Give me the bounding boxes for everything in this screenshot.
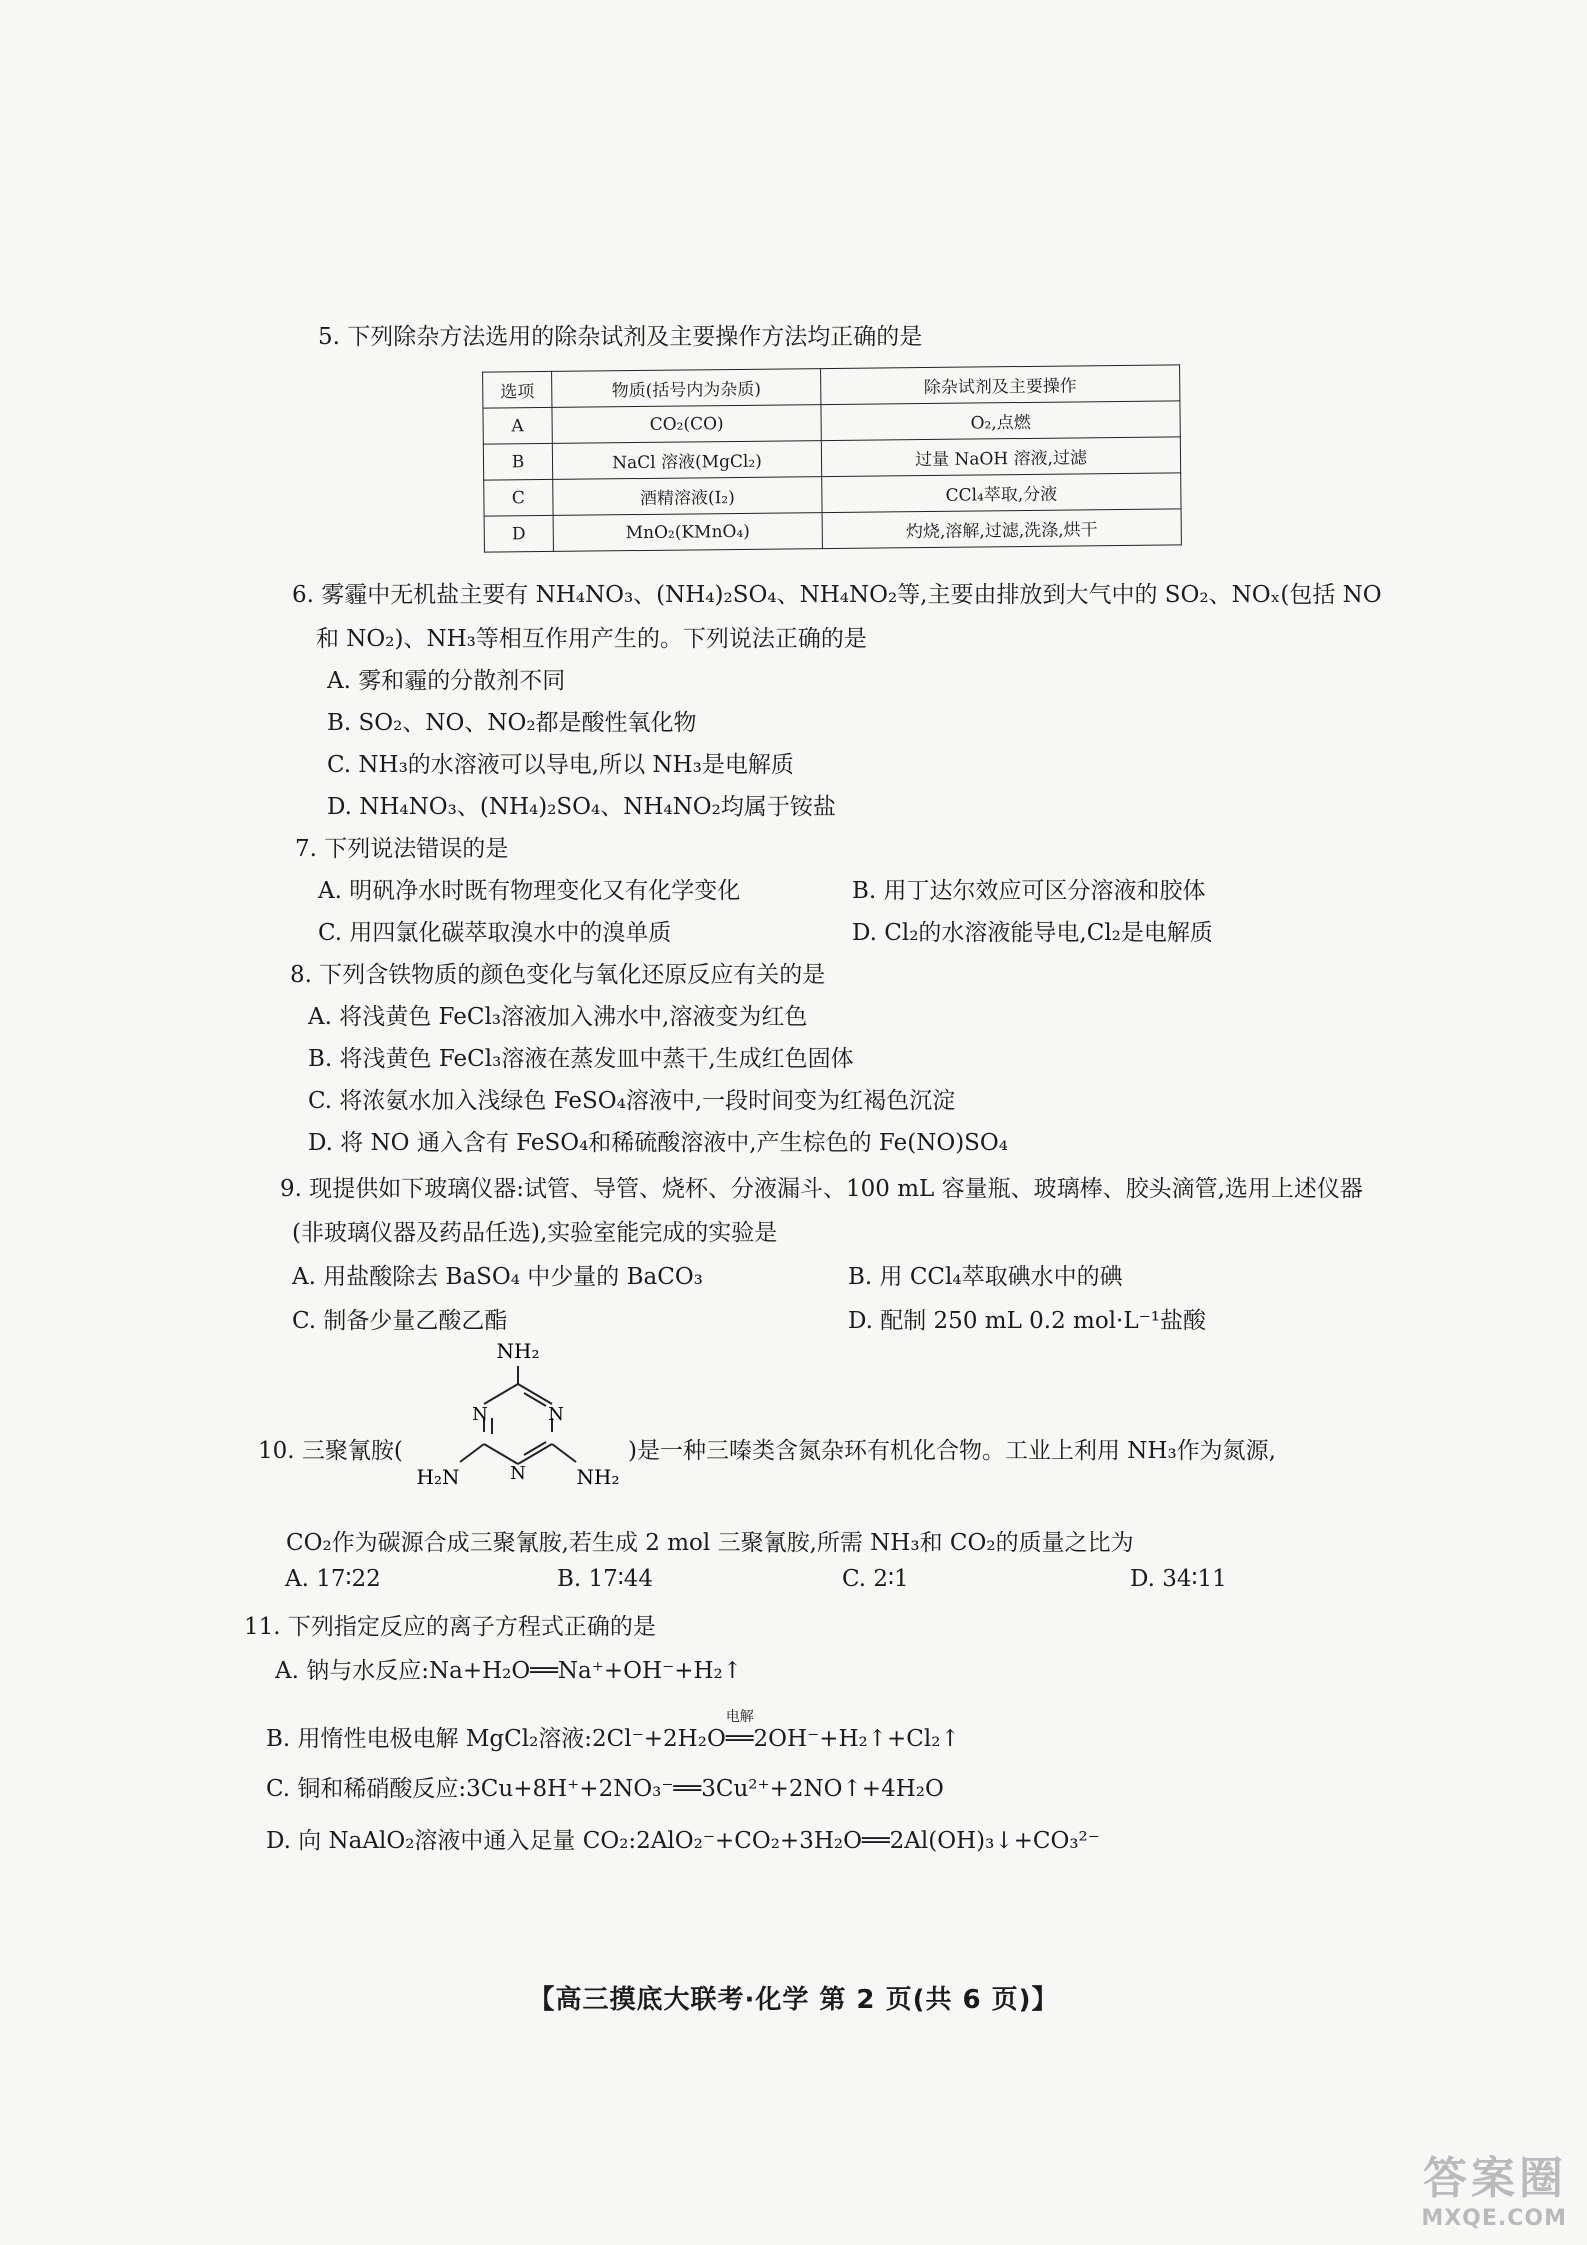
q6-option-d: D. NH₄NO₃、(NH₄)₂SO₄、NH₄NO₂均属于铵盐 bbox=[327, 794, 836, 820]
q8-option-a: A. 将浅黄色 FeCl₃溶液加入沸水中,溶液变为红色 bbox=[308, 1004, 808, 1030]
bond bbox=[484, 1384, 518, 1404]
q8-stem: 8. 下列含铁物质的颜色变化与氧化还原反应有关的是 bbox=[290, 962, 826, 988]
table-cell: 酒精溶液(I₂) bbox=[553, 477, 822, 516]
q11-b-rhs: 2OH⁻+H₂↑+Cl₂↑ bbox=[753, 1726, 960, 1752]
q6-stem-line2: 和 NO₂)、NH₃等相互作用产生的。下列说法正确的是 bbox=[316, 626, 867, 652]
table-cell: A bbox=[483, 407, 552, 444]
q5-table bbox=[482, 364, 1182, 552]
q9-option-a: A. 用盐酸除去 BaSO₄ 中少量的 BaCO₃ bbox=[292, 1264, 703, 1290]
table-cell: D bbox=[484, 515, 553, 552]
q7-option-b: B. 用丁达尔效应可区分溶液和胶体 bbox=[852, 878, 1206, 904]
q6-option-b: B. SO₂、NO、NO₂都是酸性氧化物 bbox=[327, 710, 697, 736]
q10-stem-post: )是一种三嗪类含氮杂环有机化合物。工业上利用 NH₃作为氮源, bbox=[628, 1438, 1276, 1464]
table-header-cell: 除杂试剂及主要操作 bbox=[821, 365, 1180, 405]
bond bbox=[460, 1444, 484, 1462]
watermark-url: MXQE.COM bbox=[1421, 2206, 1567, 2231]
q9-option-b: B. 用 CCl₄萃取碘水中的碘 bbox=[848, 1264, 1123, 1290]
struct-top-nh2: NH₂ bbox=[496, 1339, 540, 1363]
struct-n: N bbox=[472, 1404, 488, 1425]
q10-stem-pre: 10. 三聚氰胺( bbox=[258, 1438, 403, 1464]
q7-option-d: D. Cl₂的水溶液能导电,Cl₂是电解质 bbox=[852, 920, 1213, 946]
q7-stem: 7. 下列说法错误的是 bbox=[295, 836, 509, 862]
q11-option-c: C. 铜和稀硝酸反应:3Cu+8H⁺+2NO₃⁻══3Cu²⁺+2NO↑+4H₂O bbox=[266, 1776, 944, 1802]
table-cell: 灼烧,溶解,过滤,洗涤,烘干 bbox=[822, 509, 1181, 549]
table-row bbox=[484, 509, 1181, 552]
table-cell: 过量 NaOH 溶液,过滤 bbox=[821, 437, 1180, 477]
q11-option-b bbox=[266, 1709, 960, 1753]
melamine-structure bbox=[400, 1338, 640, 1523]
table-cell: MnO₂(KMnO₄) bbox=[553, 513, 822, 552]
table-header-cell: 物质(括号内为杂质) bbox=[552, 369, 821, 408]
q6-stem-line1: 6. 雾霾中无机盐主要有 NH₄NO₃、(NH₄)₂SO₄、NH₄NO₂等,主要由排放到大气中的 SO₂、NOₓ(包括 NO bbox=[292, 582, 1382, 608]
q10-stem-line2: CO₂作为碳源合成三聚氰胺,若生成 2 mol 三聚氰胺,所需 NH₃和 CO₂的质量之比为 bbox=[286, 1530, 1134, 1556]
page-footer: 【高三摸底大联考·化学 第 2 页(共 6 页)】 bbox=[528, 1985, 1059, 2015]
bond bbox=[484, 1444, 518, 1464]
q10-option-d: D. 34∶11 bbox=[1130, 1566, 1227, 1592]
q11-b-lhs: B. 用惰性电极电解 MgCl₂溶液:2Cl⁻+2H₂O bbox=[266, 1726, 726, 1752]
table-cell: NaCl 溶液(MgCl₂) bbox=[552, 441, 821, 480]
q9-option-d: D. 配制 250 mL 0.2 mol·L⁻¹盐酸 bbox=[848, 1308, 1207, 1334]
q9-stem-line2: (非玻璃仪器及药品任选),实验室能完成的实验是 bbox=[292, 1220, 778, 1246]
table-cell: CCl₄萃取,分液 bbox=[822, 473, 1181, 513]
bond bbox=[518, 1444, 552, 1464]
q10-option-c: C. 2∶1 bbox=[842, 1566, 909, 1592]
q11-stem: 11. 下列指定反应的离子方程式正确的是 bbox=[244, 1614, 656, 1640]
q9-option-c: C. 制备少量乙酸乙酯 bbox=[292, 1308, 508, 1334]
electrolysis-arrow: 电解 ══ bbox=[726, 1726, 754, 1752]
bond bbox=[552, 1444, 576, 1462]
q10-option-a: A. 17∶22 bbox=[285, 1566, 381, 1592]
struct-left-nh2: H₂N bbox=[416, 1465, 460, 1489]
struct-n: N bbox=[548, 1404, 564, 1425]
table-cell: B bbox=[483, 443, 552, 480]
q6-option-c: C. NH₃的水溶液可以导电,所以 NH₃是电解质 bbox=[327, 752, 794, 778]
q5-stem: 5. 下列除杂方法选用的除杂试剂及主要操作方法均正确的是 bbox=[318, 324, 923, 350]
table-cell: O₂,点燃 bbox=[821, 401, 1180, 441]
table-cell: C bbox=[484, 479, 553, 516]
watermark-logo: 答案圈 bbox=[1423, 2153, 1567, 2204]
electrolysis-condition: 电解 bbox=[725, 1709, 754, 1725]
struct-right-nh2: NH₂ bbox=[576, 1465, 620, 1489]
q11-option-a: A. 钠与水反应:Na+H₂O══Na⁺+OH⁻+H₂↑ bbox=[275, 1658, 743, 1684]
watermark bbox=[1421, 2142, 1567, 2231]
struct-n: N bbox=[510, 1463, 526, 1484]
q7-option-c: C. 用四氯化碳萃取溴水中的溴单质 bbox=[318, 920, 672, 946]
q8-option-b: B. 将浅黄色 FeCl₃溶液在蒸发皿中蒸干,生成红色固体 bbox=[308, 1046, 854, 1072]
q9-stem-line1: 9. 现提供如下玻璃仪器:试管、导管、烧杯、分液漏斗、100 mL 容量瓶、玻璃棒、胶头滴管,选用上述仪器 bbox=[280, 1176, 1363, 1202]
q8-option-c: C. 将浓氨水加入浅绿色 FeSO₄溶液中,一段时间变为红褐色沉淀 bbox=[308, 1088, 956, 1114]
table-cell: CO₂(CO) bbox=[552, 405, 821, 444]
q11-option-d: D. 向 NaAlO₂溶液中通入足量 CO₂:2AlO₂⁻+CO₂+3H₂O══2Al(OH)₃↓+CO₃²⁻ bbox=[266, 1828, 1100, 1854]
bond bbox=[518, 1384, 552, 1404]
table-header-cell: 选项 bbox=[483, 371, 552, 408]
q10-option-b: B. 17∶44 bbox=[557, 1566, 654, 1592]
q7-option-a: A. 明矾净水时既有物理变化又有化学变化 bbox=[318, 878, 741, 904]
q8-option-d: D. 将 NO 通入含有 FeSO₄和稀硫酸溶液中,产生棕色的 Fe(NO)SO₄ bbox=[308, 1130, 1008, 1156]
q6-option-a: A. 雾和霾的分散剂不同 bbox=[327, 668, 566, 694]
